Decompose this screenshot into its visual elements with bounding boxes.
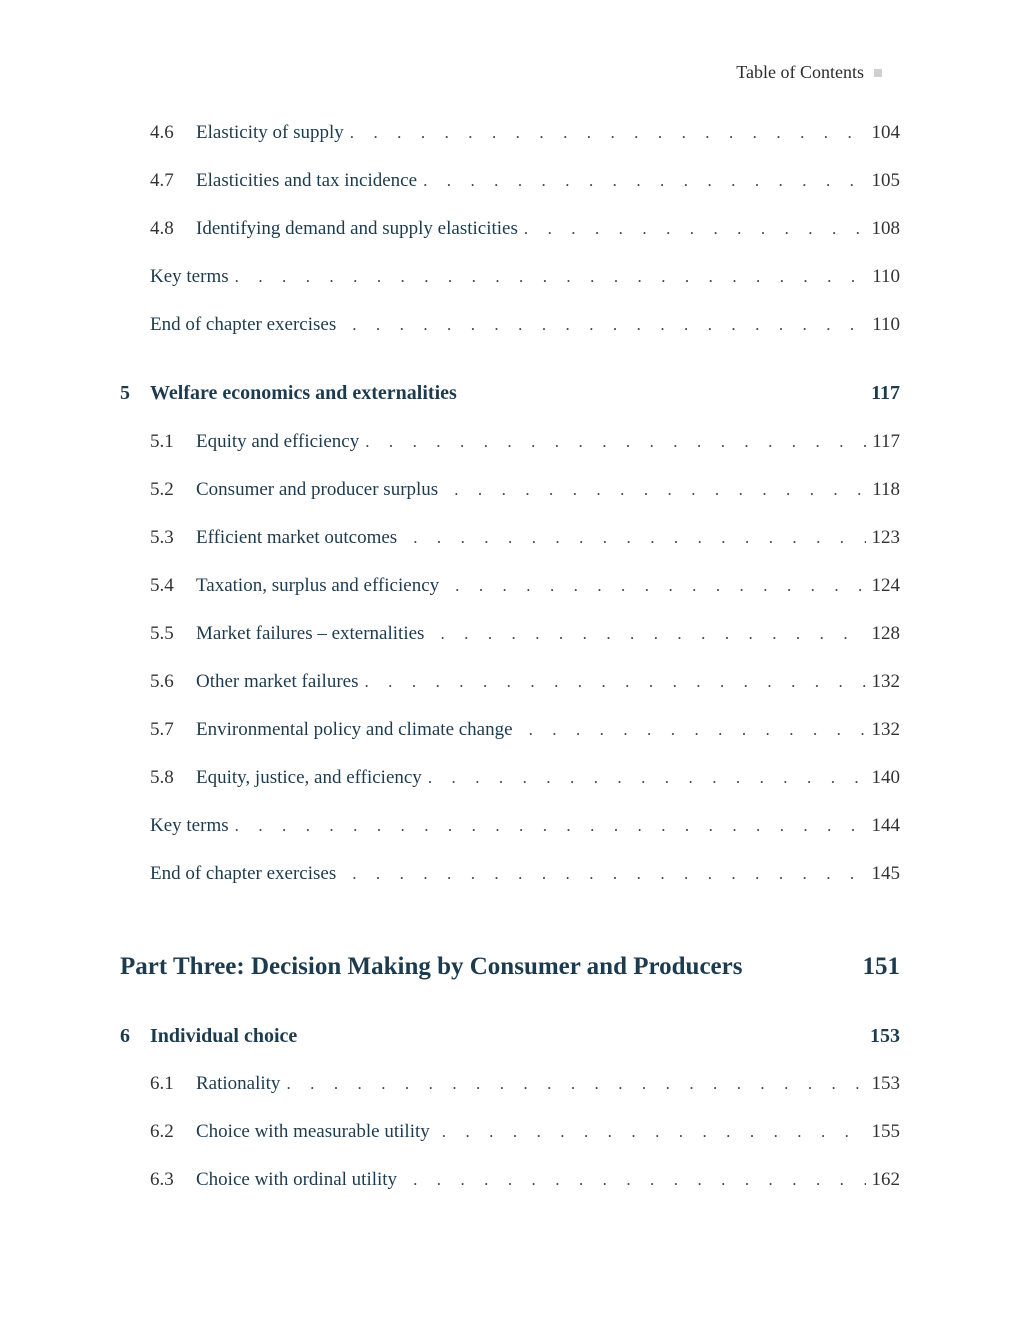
toc-entry-page: 128 [871,623,900,644]
dot-leader [529,717,866,743]
toc-entry-title: Market failures – externalities [196,623,425,644]
toc-entry-page: 110 [872,266,900,287]
part-page: 151 [862,953,900,980]
toc-entry-title: End of chapter exercises [150,314,337,335]
toc-entry-page: 144 [871,815,900,836]
toc-entry-page: 118 [872,479,900,500]
toc-entry-page: 140 [871,767,900,788]
toc-entry-4-6[interactable] [150,120,900,146]
toc-entry-page: 162 [871,1169,900,1190]
chapter-title: Individual choice [150,1025,298,1047]
dot-leader [442,1119,866,1145]
chapter-number: 6 [120,1025,130,1047]
toc-entry-page: 104 [871,122,900,143]
toc-entry-5-6[interactable] [150,669,900,695]
toc-entry-number: 5.2 [150,479,174,500]
dot-leader [286,1071,865,1097]
toc-entry-title: Equity and efficiency [196,431,360,452]
toc-entry-page: 153 [871,1073,900,1094]
toc-entry-page: 123 [871,527,900,548]
toc-entry-title: Rationality [196,1073,281,1094]
toc-entry-page: 108 [871,218,900,239]
toc-entry-number: 5.7 [150,719,174,740]
running-header-title: Table of Contents [736,62,864,82]
toc-entry-5-8[interactable] [150,765,900,791]
toc-entry-5-5[interactable] [150,621,900,647]
toc-entry-5-1[interactable] [150,429,900,455]
dot-leader [428,765,866,791]
toc-entry-title: Consumer and producer surplus [196,479,439,500]
dot-leader [413,525,865,551]
toc-entry-title: End of chapter exercises [150,863,337,884]
toc-entry-ch5-key-terms[interactable] [150,813,900,839]
dot-leader [235,813,866,839]
toc-entry-number: 5.8 [150,767,174,788]
toc-chapter-6[interactable] [120,1022,900,1050]
toc-entry-number: 6.1 [150,1073,174,1094]
toc-entry-title: Identifying demand and supply elasticities [196,218,518,239]
dot-leader [455,573,865,599]
toc-entry-6-3[interactable] [150,1167,900,1193]
toc-entry-ch4-key-terms[interactable] [150,264,900,290]
toc-entry-ch4-exercises[interactable] [150,312,900,338]
toc-entry-number: 4.8 [150,218,174,239]
toc-entry-number: 6.3 [150,1169,174,1190]
toc-entry-6-2[interactable] [150,1119,900,1145]
running-header [736,62,882,83]
toc-entry-number: 5.5 [150,623,174,644]
toc-entry-title: Key terms [150,266,229,287]
toc-entry-title: Elasticity of supply [196,122,344,143]
dot-leader [365,429,866,455]
toc-entry-number: 5.6 [150,671,174,692]
part-title: Part Three: Decision Making by Consumer and Producers [120,953,743,980]
chapter-number: 5 [120,382,130,404]
dot-leader [524,216,866,242]
toc-entry-page: 145 [871,863,900,884]
toc-entry-number: 5.4 [150,575,174,596]
toc-entry-4-8[interactable] [150,216,900,242]
toc-entry-title: Choice with ordinal utility [196,1169,398,1190]
toc-entry-number: 4.6 [150,122,174,143]
toc-entry-title: Efficient market outcomes [196,527,398,548]
toc-entry-page: 124 [871,575,900,596]
toc-entry-title: Other market failures [196,671,359,692]
toc-entry-5-2[interactable] [150,477,900,503]
toc-entry-number: 4.7 [150,170,174,191]
chapter-page: 117 [871,382,900,404]
toc-entry-6-1[interactable] [150,1071,900,1097]
toc-entry-page: 105 [871,170,900,191]
toc-entry-number: 6.2 [150,1121,174,1142]
toc-entry-page: 117 [872,431,900,452]
dot-leader [423,168,865,194]
toc-entry-5-4[interactable] [150,573,900,599]
toc-entry-title: Environmental policy and climate change [196,719,513,740]
toc-entry-page: 132 [871,671,900,692]
square-marker-icon [874,69,882,77]
toc-chapter-5[interactable] [120,379,900,407]
chapter-page: 153 [870,1025,900,1047]
toc-entry-title: Key terms [150,815,229,836]
chapter-title: Welfare economics and externalities [150,382,457,404]
dot-leader [235,264,867,290]
toc-entry-ch5-exercises[interactable] [150,861,900,887]
toc-entry-title: Equity, justice, and efficiency [196,767,422,788]
toc-entry-page: 132 [871,719,900,740]
dot-leader [440,621,865,647]
toc-entry-title: Choice with measurable utility [196,1121,430,1142]
dot-leader [454,477,866,503]
toc-entry-number: 5.3 [150,527,174,548]
dot-leader [364,669,865,695]
dot-leader [413,1167,865,1193]
toc-entry-page: 155 [871,1121,900,1142]
toc-entry-number: 5.1 [150,431,174,452]
toc-entry-page: 110 [872,314,900,335]
dot-leader [352,312,866,338]
toc-entry-4-7[interactable] [150,168,900,194]
dot-leader [352,861,865,887]
toc-entry-title: Elasticities and tax incidence [196,170,418,191]
dot-leader [350,120,866,146]
toc-entry-5-7[interactable] [150,717,900,743]
toc-part-three[interactable] [120,950,900,984]
toc-entry-title: Taxation, surplus and efficiency [196,575,440,596]
toc-entry-5-3[interactable] [150,525,900,551]
